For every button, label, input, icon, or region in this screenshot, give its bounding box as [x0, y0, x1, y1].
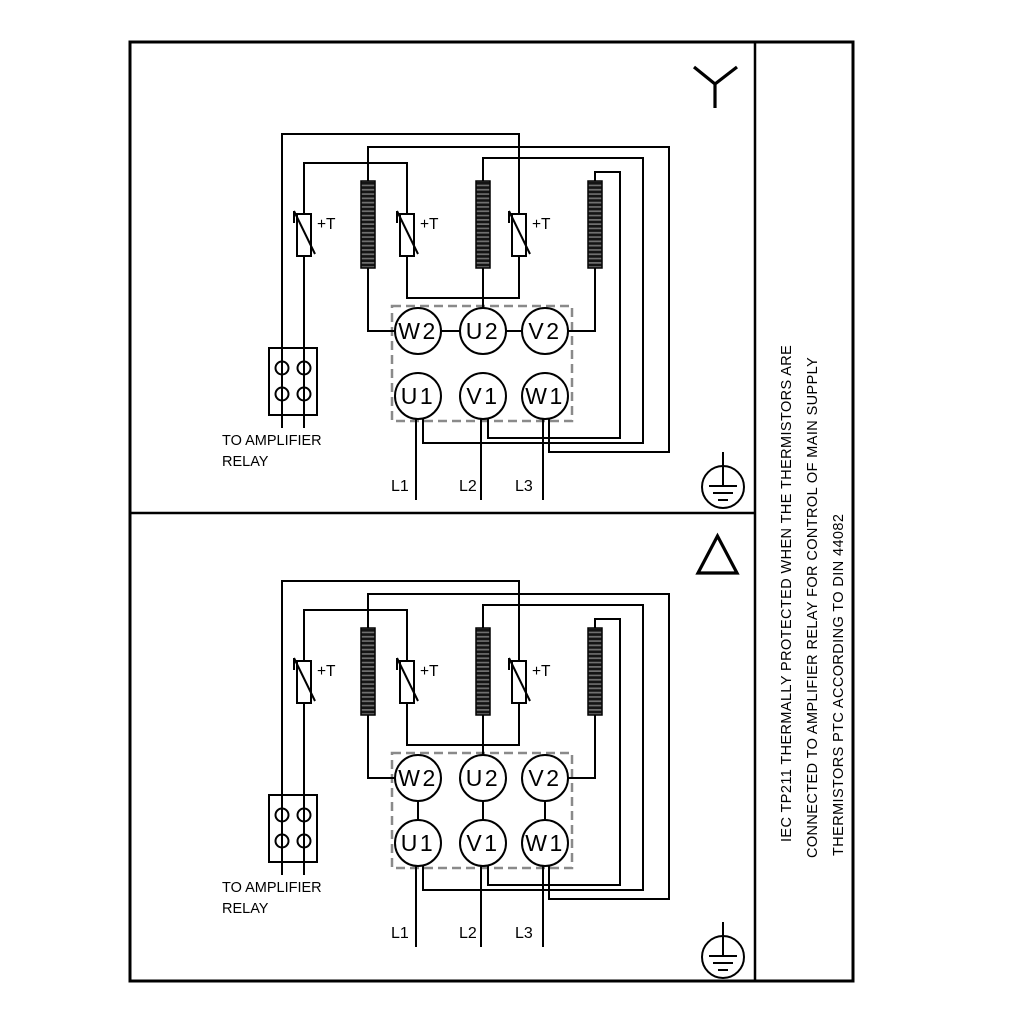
supply-label-l1: L1	[391, 925, 409, 942]
star-connection-icon	[694, 67, 737, 108]
thermistor-ptc	[294, 211, 336, 256]
motor-winding-coils	[361, 181, 602, 268]
panel-delta	[222, 581, 669, 947]
thermistor-label: +T	[532, 216, 551, 233]
winding-coil	[361, 628, 375, 715]
relay-note-line2: RELAY	[222, 901, 269, 917]
thermistor-label: +T	[317, 216, 336, 233]
motor-terminals	[395, 755, 568, 866]
winding-coil	[361, 181, 375, 268]
thermistors	[294, 211, 551, 256]
thermistor-ptc	[397, 658, 439, 703]
terminal-label-u2: U2	[465, 318, 501, 344]
thermistors	[294, 658, 551, 703]
side-note	[779, 345, 847, 858]
terminal-label-u1: U1	[400, 830, 436, 856]
supply-label-l2: L2	[459, 478, 477, 495]
supply-label-l3: L3	[515, 478, 533, 495]
side-note-line2: CONNECTED TO AMPLIFIER RELAY FOR CONTROL OF MAIN SUPPLY	[805, 356, 821, 858]
terminal-label-w1: W1	[525, 383, 565, 409]
thermistor-label: +T	[317, 663, 336, 680]
terminal-label-v1: V1	[466, 830, 500, 856]
terminal-label-w2: W2	[398, 318, 438, 344]
earth-ground-icon	[702, 922, 744, 978]
thermistor-ptc	[509, 658, 551, 703]
panel-star	[222, 134, 669, 500]
motor-terminals	[395, 308, 568, 419]
amplifier-relay-connector	[269, 795, 317, 862]
terminal-label-v2: V2	[528, 318, 562, 344]
thermistor-label: +T	[420, 663, 439, 680]
terminal-label-v1: V1	[466, 383, 500, 409]
terminal-label-w2: W2	[398, 765, 438, 791]
amplifier-relay-connector	[269, 348, 317, 415]
motor-winding-coils	[361, 628, 602, 715]
terminal-label-u1: U1	[400, 383, 436, 409]
relay-note-line2: RELAY	[222, 454, 269, 470]
side-note-line1: IEC TP211 THERMALLY PROTECTED WHEN THE THERMISTORS ARE	[779, 344, 795, 842]
terminal-label-v2: V2	[528, 765, 562, 791]
winding-coil	[476, 628, 490, 715]
relay-note-line1: TO AMPLIFIER	[222, 880, 322, 896]
thermistor-ptc	[397, 211, 439, 256]
winding-coil	[588, 181, 602, 268]
winding-coil	[588, 628, 602, 715]
thermistor-ptc	[294, 658, 336, 703]
earth-ground-icon	[702, 452, 744, 508]
side-note-line3: THERMISTORS PTC ACCORDING TO DIN 44082	[831, 513, 847, 856]
thermistor-label: +T	[420, 216, 439, 233]
supply-label-l2: L2	[459, 925, 477, 942]
supply-label-l1: L1	[391, 478, 409, 495]
winding-coil	[476, 181, 490, 268]
thermistor-label: +T	[532, 663, 551, 680]
relay-note-line1: TO AMPLIFIER	[222, 433, 322, 449]
terminal-label-u2: U2	[465, 765, 501, 791]
supply-label-l3: L3	[515, 925, 533, 942]
terminal-label-w1: W1	[525, 830, 565, 856]
delta-bridge-links	[418, 801, 545, 820]
delta-connection-icon	[698, 536, 737, 573]
thermistor-ptc	[509, 211, 551, 256]
